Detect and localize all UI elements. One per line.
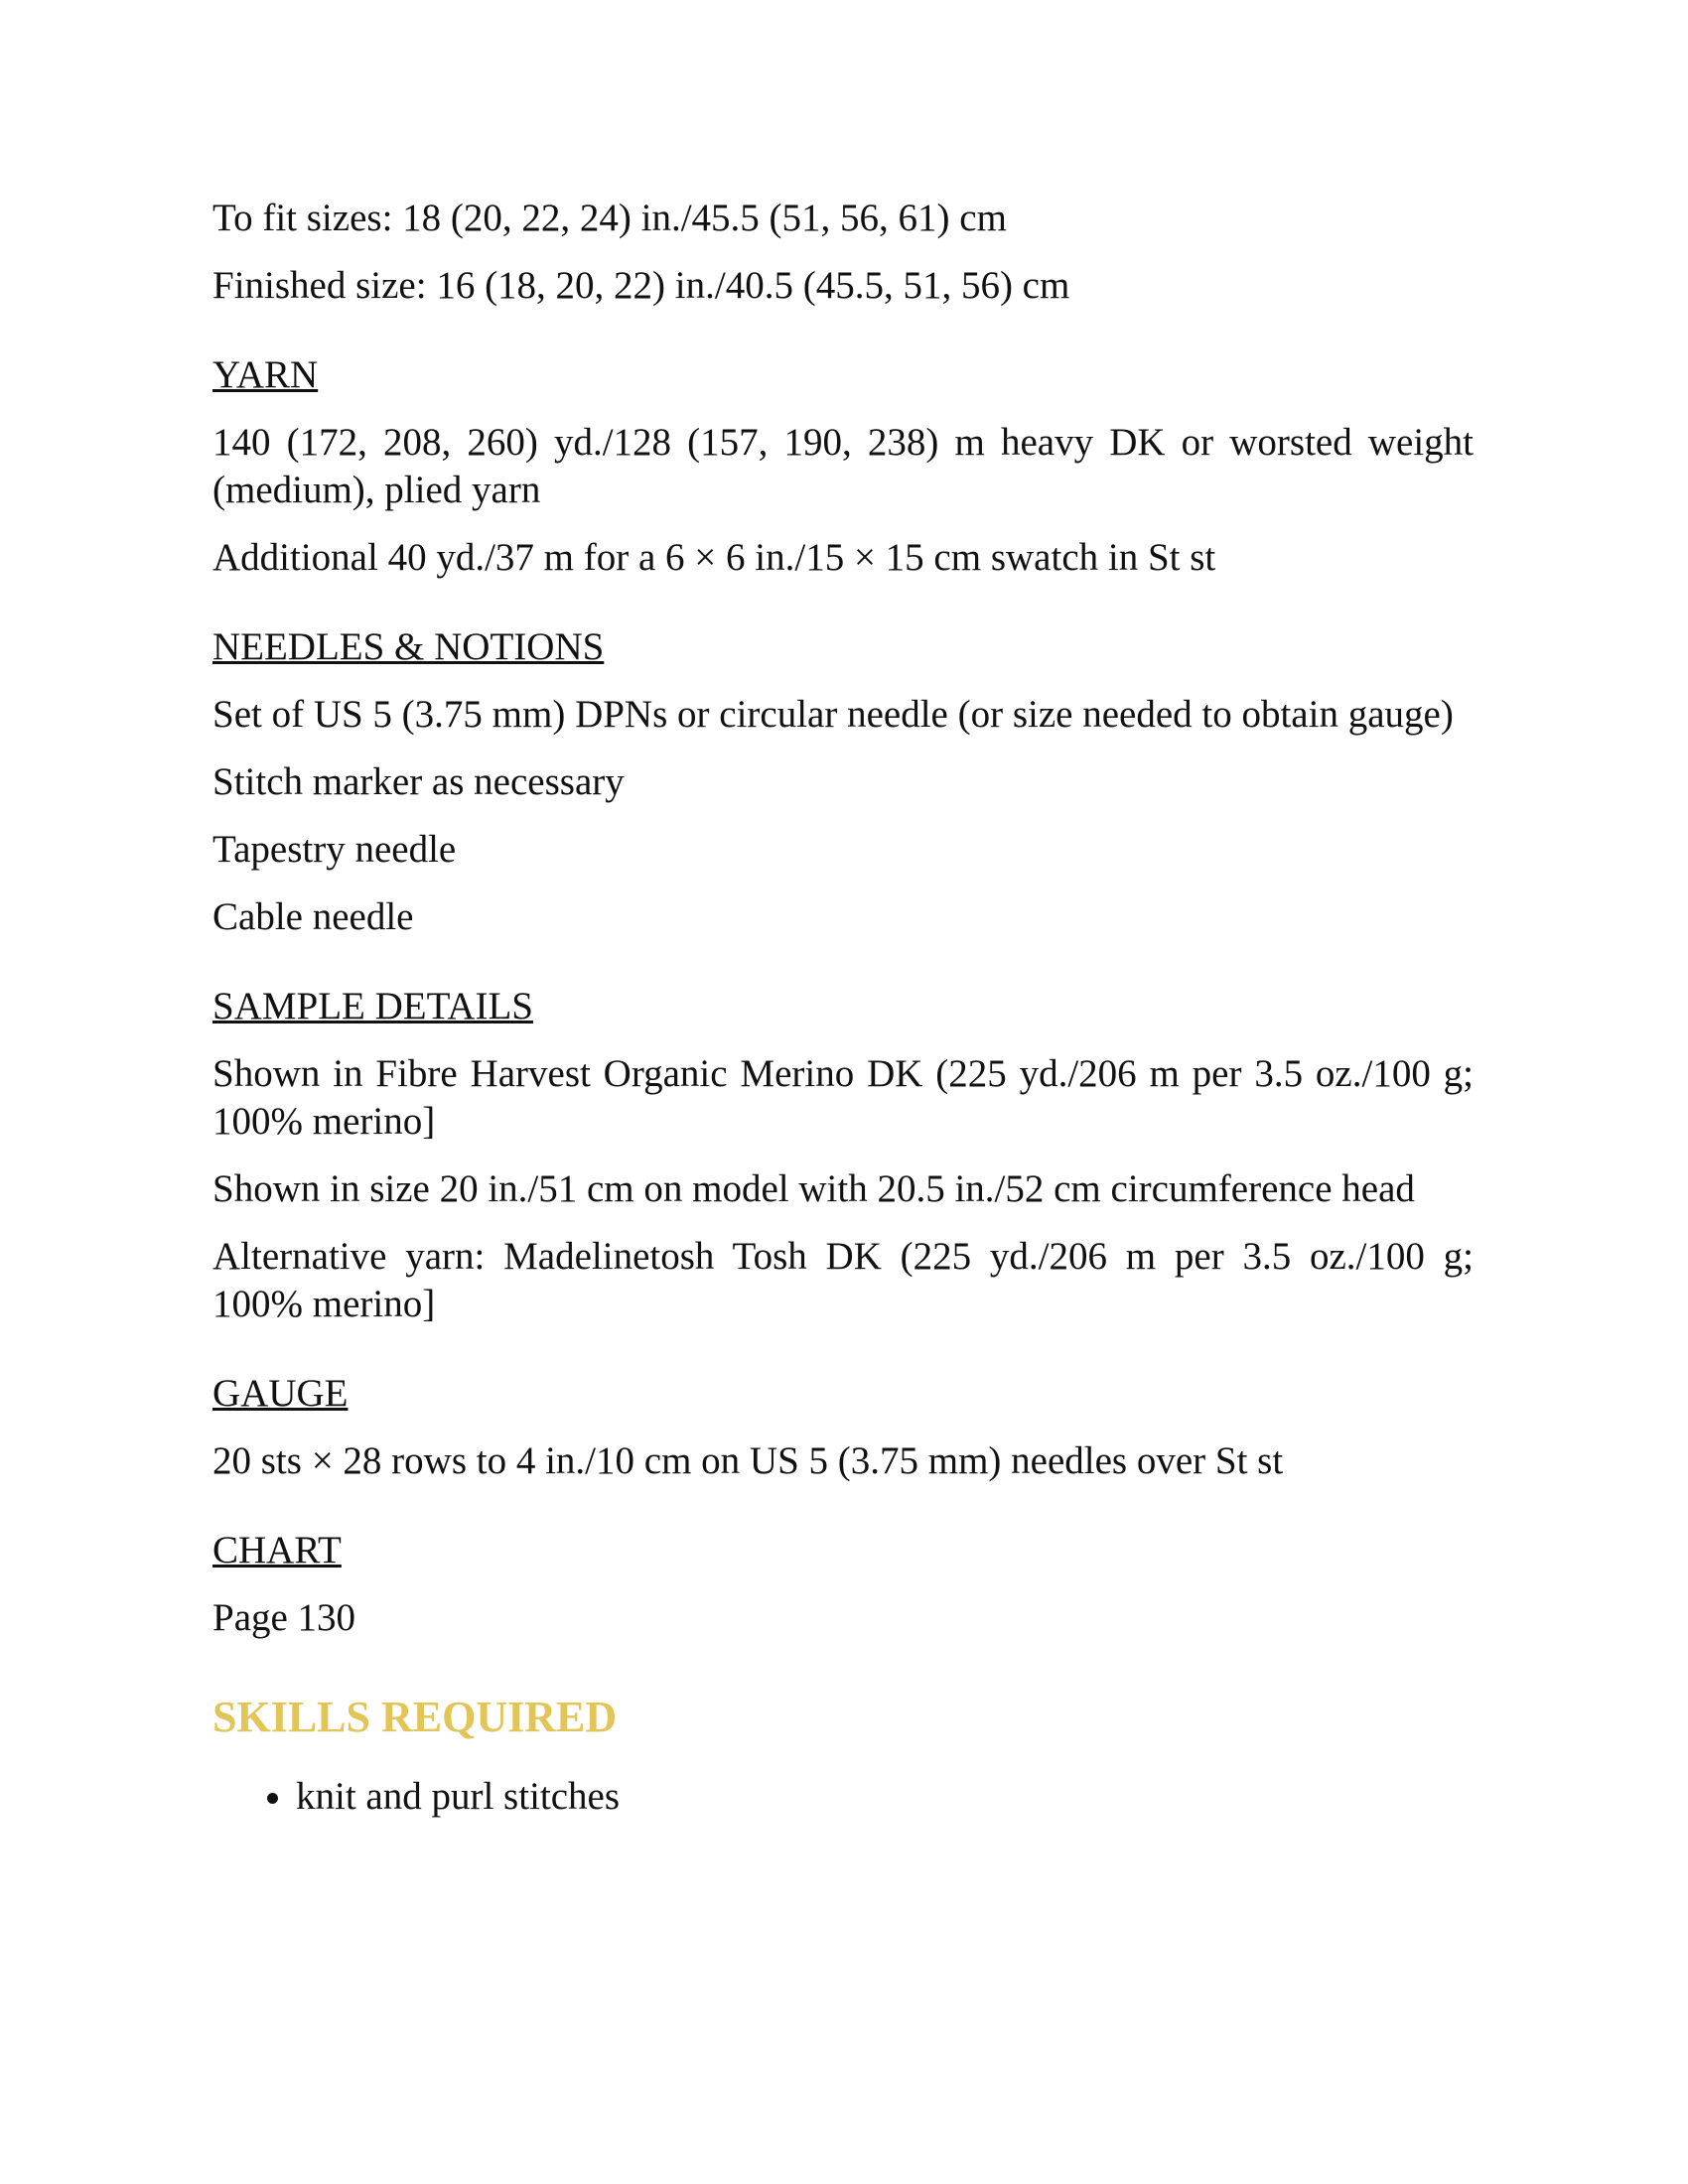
finished-size: Finished size: 16 (18, 20, 22) in./40.5 (45.5, 51, 56) cm	[212, 264, 1070, 307]
yarn-swatch: Additional 40 yd./37 m for a 6 × 6 in./15 × 15 cm swatch in St st	[212, 536, 1216, 579]
sample-yarn: Shown in Fibre Harvest Organic Merino DK (225 yd./206 m per 3.5 oz./100 g; 100% merino]	[212, 1052, 1474, 1143]
to-fit-sizes: To fit sizes: 18 (20, 22, 24) in./45.5 (51, 56, 61) cm	[212, 197, 1007, 239]
skills-required-heading: SKILLS REQUIRED	[212, 1693, 618, 1741]
gauge-text: 20 sts × 28 rows to 4 in./10 cm on US 5 (3.75 mm) needles over St st	[212, 1439, 1284, 1482]
sample-size: Shown in size 20 in./51 cm on model with 20.5 in./52 cm circumference head	[212, 1167, 1415, 1210]
pattern-details	[212, 195, 1474, 1821]
yarn-amount: 140 (172, 208, 260) yd./128 (157, 190, 238) m heavy DK or worsted weight (medium), plied yarn	[212, 421, 1474, 511]
notions-item: Tapestry needle	[212, 828, 457, 871]
alternative-yarn: Alternative yarn: Madelinetosh Tosh DK (225 yd./206 m per 3.5 oz./100 g; 100% merino]	[212, 1235, 1474, 1325]
notions-item: Stitch marker as necessary	[212, 760, 625, 803]
gauge-heading: GAUGE	[212, 1372, 349, 1415]
needles-heading: NEEDLES & NOTIONS	[212, 625, 605, 668]
sample-details-heading: SAMPLE DETAILS	[212, 985, 533, 1027]
skills-list	[212, 1773, 1474, 1821]
chart-heading: CHART	[212, 1529, 342, 1571]
yarn-heading: YARN	[212, 353, 319, 396]
notions-item: Cable needle	[212, 895, 414, 938]
chart-page-ref: Page 130	[212, 1596, 356, 1639]
list-item: • knit and purl stitches	[296, 1773, 1474, 1821]
needles-item: Set of US 5 (3.75 mm) DPNs or circular needle (or size needed to obtain gauge)	[212, 693, 1454, 736]
